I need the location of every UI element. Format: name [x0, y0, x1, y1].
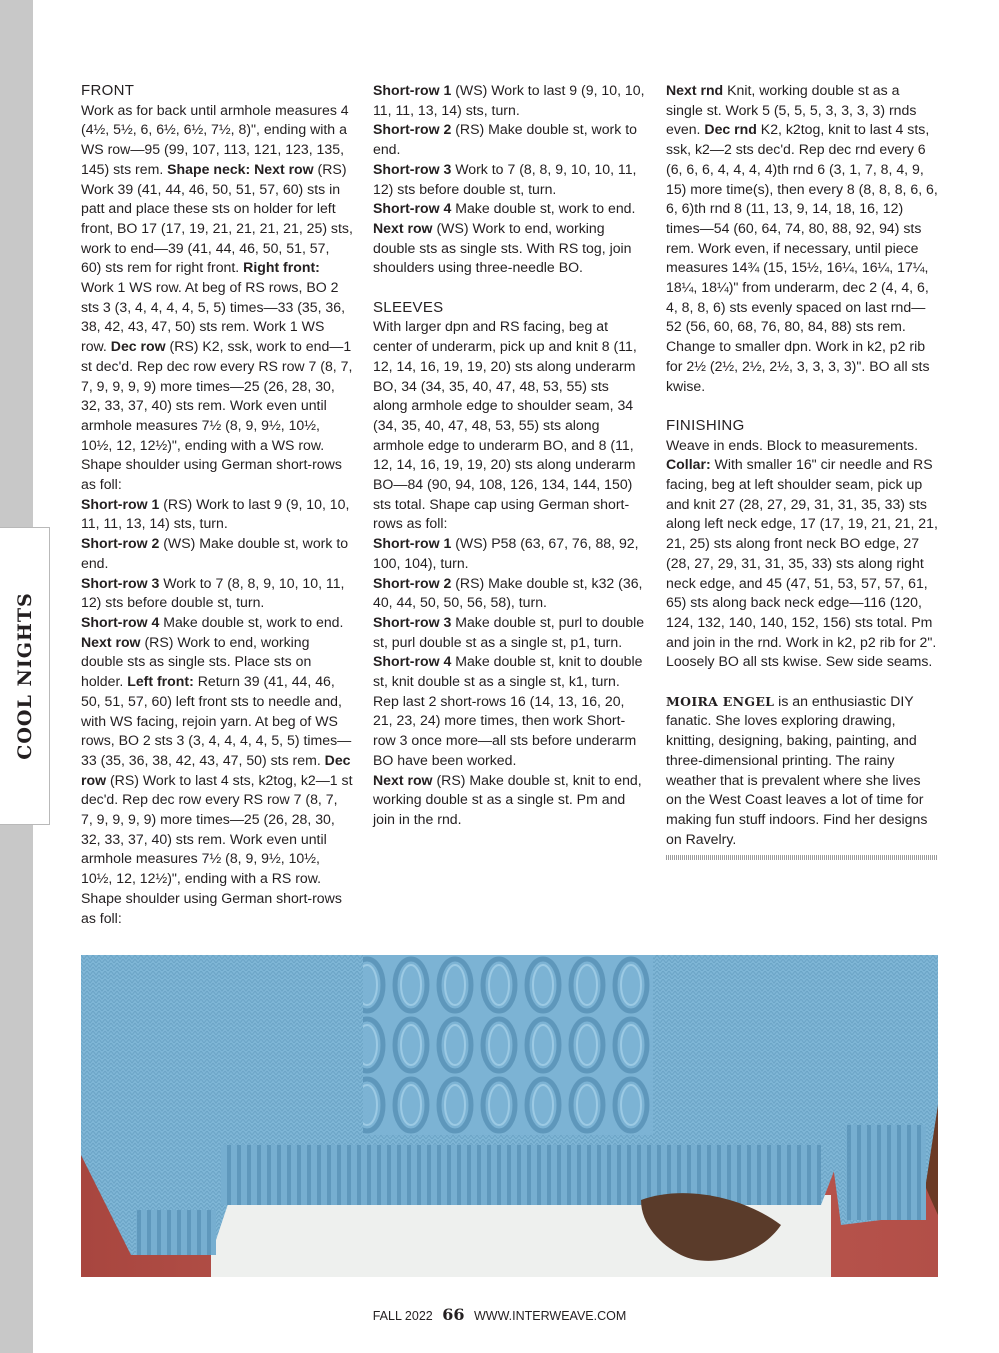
front-heading: FRONT: [81, 82, 135, 99]
left-next-row: Next row (WS) Work to end, working double sts as single sts. With RS tog, join shoulders using three-needle BO.: [373, 219, 632, 276]
sleeve-short-row-1: Short-row 1 (WS) P58 (63, 67, 76, 88, 92, 100, 104), turn.: [373, 535, 639, 571]
column-2: [373, 81, 645, 830]
short-row-2: Short-row 2 (WS) Make double st, work to end.: [81, 535, 349, 571]
page-number: 66: [442, 1305, 465, 1324]
column-3: [666, 81, 938, 860]
sweater-photo: [81, 955, 938, 1277]
footer-website: WWW.INTERWEAVE.COM: [473, 1309, 627, 1323]
page-footer: [0, 1305, 999, 1324]
sleeves-paragraph: With larger dpn and RS facing, beg at center of underarm, pick up and knit 8 (11, 12, 14, 16, 19, 19, 20) sts along underarm BO, 34 (34, 35, 40, 47, 48, 53, 55) sts along armhole edge to shoulder seam, 34 (34, 35, 40, 47, 48, 53, 55) sts along armhole edge to underarm BO, and 8 (11, 12, 14, 16, 19, 19, 20) sts along underarm BO—84 (90, 94, 108, 126, 134, 144, 150) sts total. Shape cap using German short-rows as foll:: [373, 318, 637, 532]
finishing-paragraph: Weave in ends. Block to measurements. Collar: With smaller 16" cir needle and RS facing, beg at left shoulder seam, pick up and knit 27 (28, 27, 29, 31, 31, 35, 33) sts along left neck edge, 17 (17, 19, 21, 21, 21, 21, 25) sts along front neck BO edge, 27 (28, 27, 29, 31, 31, 35, 33) sts along right neck edge, and 45 (47, 51, 53, 57, 57, 61, 65) sts along back neck edge—116 (120, 124, 132, 140, 140, 152, 156) sts total. Pm and join in the rnd. Work in k2, p2 rib for 2". Loosely BO all sts kwise. Sew side seams.: [666, 436, 938, 670]
sleeves-heading: SLEEVES: [373, 298, 444, 316]
short-row-1: Short-row 1 (RS) Work to last 9 (9, 10, 10, 11, 11, 13, 14) sts, turn.: [81, 495, 350, 532]
sleeve-short-row-2: Short-row 2 (RS) Make double st, k32 (36, 40, 44, 50, 50, 56, 58), turn.: [373, 574, 643, 611]
designer-bio: MOIRA ENGEL is an enthusiastic DIY fanatic. She loves exploring drawing, knitting, designing, baking, painting, and three-dimensional printing. The rainy weather that is prevalent where she lives on the West Coast leaves a lot of time for making fun stuff indoors. Find her designs on Ravelry.: [666, 692, 928, 847]
next-row-left-front: Next row (RS) Work to end, working double sts as single sts. Place sts on holder. Left front: Return 39 (41, 44, 46, 50, 51, 57, 60) left front sts to needle and, with WS facing, rejoin yarn. At beg of WS rows, BO 2 sts 3 (3, 4, 4, 4, 4, 5, 5) times—33 (35, 36, 38, 42, 43, 47, 50) sts rem. Dec row (RS) Work to last 4 sts, k2tog, k2—1 st dec'd. Rep dec row every RS row 7 (8, 7, 7, 9, 9, 9, 9) more times—25 (26, 28, 30, 32, 33, 37, 40) sts rem. Work even until armhole measures 7½ (8, 9, 9½, 10½, 10½, 12, 12½)", ending with a RS row. Shape shoulder using German short-rows as foll:: [81, 633, 353, 926]
short-row-3: Short-row 3 Work to 7 (8, 8, 9, 10, 10, 11, 12) sts before double st, turn.: [81, 574, 345, 611]
left-short-row-1: Short-row 1 (WS) Work to last 9 (9, 10, 10, 11, 11, 13, 14) sts, turn.: [373, 82, 645, 118]
bio-divider: [666, 855, 938, 860]
short-row-4: Short-row 4 Make double st, work to end.: [81, 613, 344, 630]
footer-season: FALL 2022: [372, 1309, 433, 1323]
sleeve-short-row-4: Short-row 4 Make double st, knit to double st, knit double st as a single st, k1, turn.: [373, 653, 643, 690]
sleeve-short-row-3: Short-row 3 Make double st, purl to double st, purl double st as a single st, p1, turn.: [373, 613, 645, 650]
sleeve-continued: Next rnd Knit, working double st as a single st. Work 5 (5, 5, 5, 3, 3, 3, 3) rnds even. Dec rnd K2, k2tog, knit to last 4 sts, ssk, k2—2 sts dec'd. Rep dec rnd every 6 (6, 6, 6, 4, 4, 4, 4)th rnd 6 (3, 1, 7, 8, 4, 9, 15) more time(s), then every 8 (8, 8, 8, 6, 6, 6, 6)th rnd 8 (11, 13, 9, 14, 18, 16, 12) times—54 (60, 64, 74, 80, 88, 92, 94) sts rem. Work even, if necessary, until piece measures 14¾ (15, 15½, 16¼, 16¼, 17¼, 18¼, 18¼)" from underarm, dec 2 (4, 4, 6, 4, 8, 8, 6) sts evenly spaced on last rnd—52 (56, 60, 68, 76, 80, 84, 88) sts rem. Change to smaller dpn. Work in k2, p2 rib for 2½ (2½, 2½, 2½, 3, 3, 3, 3)". BO all sts kwise.: [666, 82, 938, 394]
front-paragraph: Work as for back until armhole measures 4 (4½, 5½, 6, 6½, 6½, 7½, 8)", ending with a WS row—95 (99, 107, 113, 121, 123, 135, 145) sts rem. Shape neck: Next row (RS) Work 39 (41, 44, 46, 50, 51, 57, 60) sts in patt and place these sts on holder for left front, BO 17 (17, 19, 21, 21, 21, 21, 25) sts, work to end—39 (41, 44, 46, 50, 51, 57, 60) sts rem for right front. Right front: Work 1 WS row. At beg of RS rows, BO 2 sts 3 (3, 4, 4, 4, 4, 5, 5) times—33 (35, 36, 38, 42, 43, 47, 50) sts rem. Work 1 WS row. Dec row (RS) K2, ssk, work to end—1 st dec'd. Rep dec row every RS row 7 (8, 7, 7, 9, 9, 9, 9) more times—25 (26, 28, 30, 32, 33, 37, 40) sts rem. Work even until armhole measures 7½ (8, 9, 9½, 10½, 10½, 12, 12½)", ending with a WS row. Shape shoulder using German short-rows as foll:: [81, 101, 353, 493]
sweater-illustration: [81, 955, 938, 1277]
left-short-row-3: Short-row 3 Work to 7 (8, 8, 9, 10, 10, 11, 12) sts before double st, turn.: [373, 160, 637, 197]
column-1: [81, 81, 353, 928]
sleeve-next-row: Next row (RS) Make double st, knit to end, working double st as a single st. Pm and join in the rnd.: [373, 771, 642, 827]
section-tab-label: COOL NIGHTS: [14, 592, 36, 760]
sleeve-repeat: Rep last 2 short-rows 16 (14, 13, 16, 20, 21, 23, 24) more times, then work Short-row 3 once more—all sts before underarm BO have been worked.: [373, 692, 637, 768]
finishing-heading: FINISHING: [666, 416, 745, 434]
left-short-row-4: Short-row 4 Make double st, work to end.: [373, 200, 636, 217]
left-short-row-2: Short-row 2 (RS) Make double st, work to end.: [373, 121, 637, 158]
